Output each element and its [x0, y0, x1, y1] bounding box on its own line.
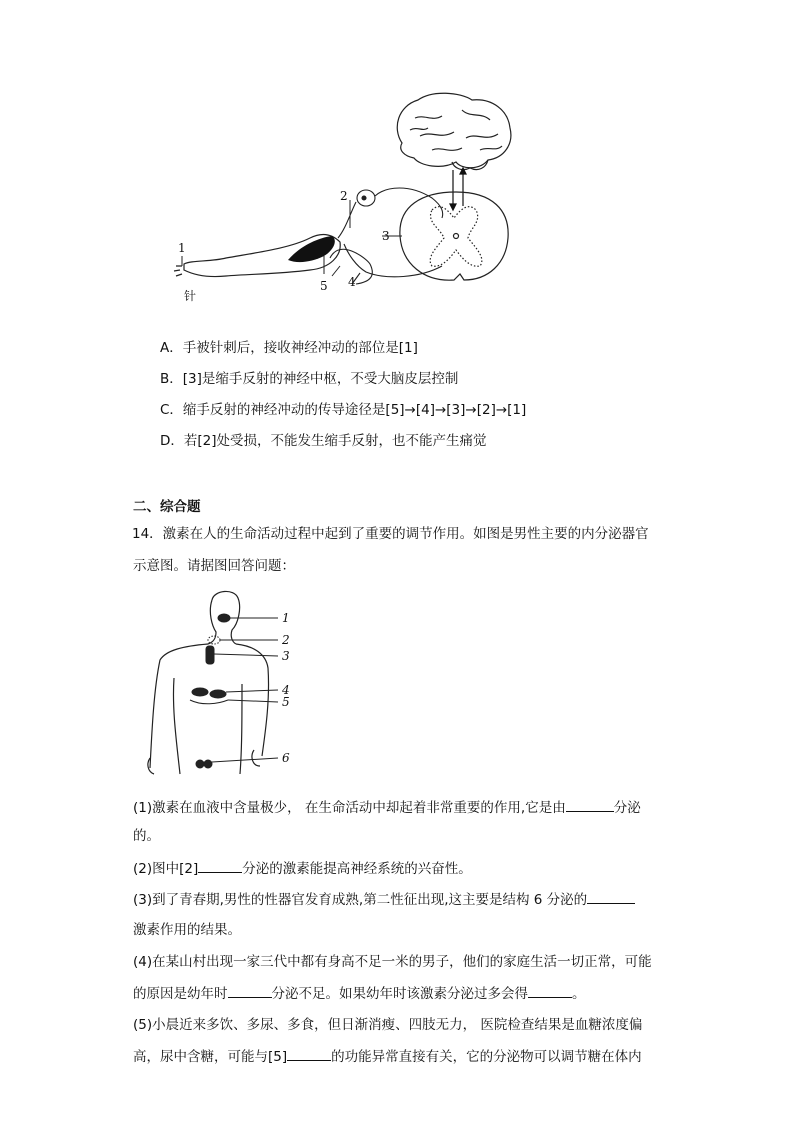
- organ-label-4: 4: [282, 683, 290, 697]
- endocrine-figure: [142, 588, 302, 778]
- q14-sub4-line1: (4)在某山村出现一家三代中都有身高不足一米的男子，他们的家庭生活一切正常，可能: [133, 954, 652, 970]
- label-3: 3: [382, 229, 390, 243]
- q14-sub3-line2: 激素作用的结果。: [133, 922, 241, 938]
- q14-sub5-text-c: 的功能异常直接有关，它的分泌物可以调节糖在体内: [331, 1049, 642, 1065]
- q14-sub5-line1: (5)小晨近来多饮、多尿、多食，但日渐消瘦、四肢无力， 医院检查结果是血糖浓度偏: [133, 1017, 643, 1033]
- needle-label: 针: [184, 289, 197, 303]
- organ-label-2: 2: [282, 633, 290, 647]
- label-5: 5: [320, 279, 328, 293]
- label-leaders: [182, 200, 402, 276]
- option-c: C．缩手反射的神经冲动的传导途径是[5]→[4]→[3]→[2]→[1]: [160, 402, 527, 418]
- q14-sub3-text-a: (3)到了青春期,男性的性器官发育成熟,第二性征出现,这主要是结构 6 分泌的: [133, 892, 588, 908]
- option-b: B．[3]是缩手反射的神经中枢，不受大脑皮层控制: [160, 371, 459, 387]
- option-a: A．手被针刺后，接收神经冲动的部位是[1]: [160, 340, 418, 356]
- q14-sub4-text-c: 分泌不足。如果幼年时该激素分泌过多会得: [271, 986, 528, 1002]
- option-d: D．若[2]处受损，不能发生缩手反射，也不能产生痛觉: [160, 433, 487, 449]
- answer-blank-6[interactable]: [287, 1046, 331, 1061]
- section-title: 二、综合题: [133, 499, 201, 515]
- answer-blank-3[interactable]: [587, 889, 635, 904]
- organ-label-3: 3: [282, 649, 290, 663]
- q14-sub2: [133, 858, 472, 879]
- q14-stem-line2: 示意图。请据图回答问题：: [133, 558, 295, 574]
- q14-sub4-text-b: 的原因是幼年时: [133, 986, 228, 1002]
- body-outline: [148, 591, 269, 774]
- q14-sub2-text-b: 分泌的激素能提高神经系统的兴奋性。: [242, 861, 472, 877]
- organ-label-6: 6: [282, 751, 290, 765]
- label-2: 2: [340, 189, 348, 203]
- q14-sub4-text-d: 。: [572, 986, 586, 1002]
- label-1: 1: [178, 241, 186, 255]
- q14-sub4-line2: [133, 983, 586, 1004]
- q14-sub3-line1: [133, 889, 635, 910]
- organ-label-1: 1: [282, 611, 290, 625]
- brain-cord-arrows: [450, 168, 466, 210]
- q14-sub5-text-b: 高，尿中含糖，可能与[5]: [133, 1049, 288, 1065]
- reflex-arc-figure: [170, 88, 530, 308]
- endocrine-organs: [190, 614, 230, 768]
- organ-label-5: 5: [282, 695, 290, 709]
- answer-blank-5[interactable]: [528, 983, 572, 998]
- q14-stem-line1: 14．激素在人的生命活动过程中起到了重要的调节作用。如图是男性主要的内分泌器官: [132, 526, 649, 542]
- muscle-effector: [288, 236, 335, 262]
- q14-sub5-line2: [133, 1046, 642, 1067]
- q14-sub1-line1: [133, 797, 641, 818]
- q14-sub1-line2: 的。: [133, 828, 160, 844]
- q14-sub1-text-b: 分泌: [613, 800, 641, 816]
- answer-blank-1[interactable]: [566, 797, 614, 812]
- answer-blank-4[interactable]: [228, 983, 272, 998]
- answer-blank-2[interactable]: [198, 858, 242, 873]
- label-4: 4: [348, 275, 356, 289]
- q14-sub2-text-a: (2)图中[2]: [133, 861, 199, 877]
- q14-sub1-text-a: (1)激素在血液中含量极少， 在生命活动中却起着非常重要的作用,它是由: [133, 800, 566, 816]
- brain-illustration: [397, 93, 511, 169]
